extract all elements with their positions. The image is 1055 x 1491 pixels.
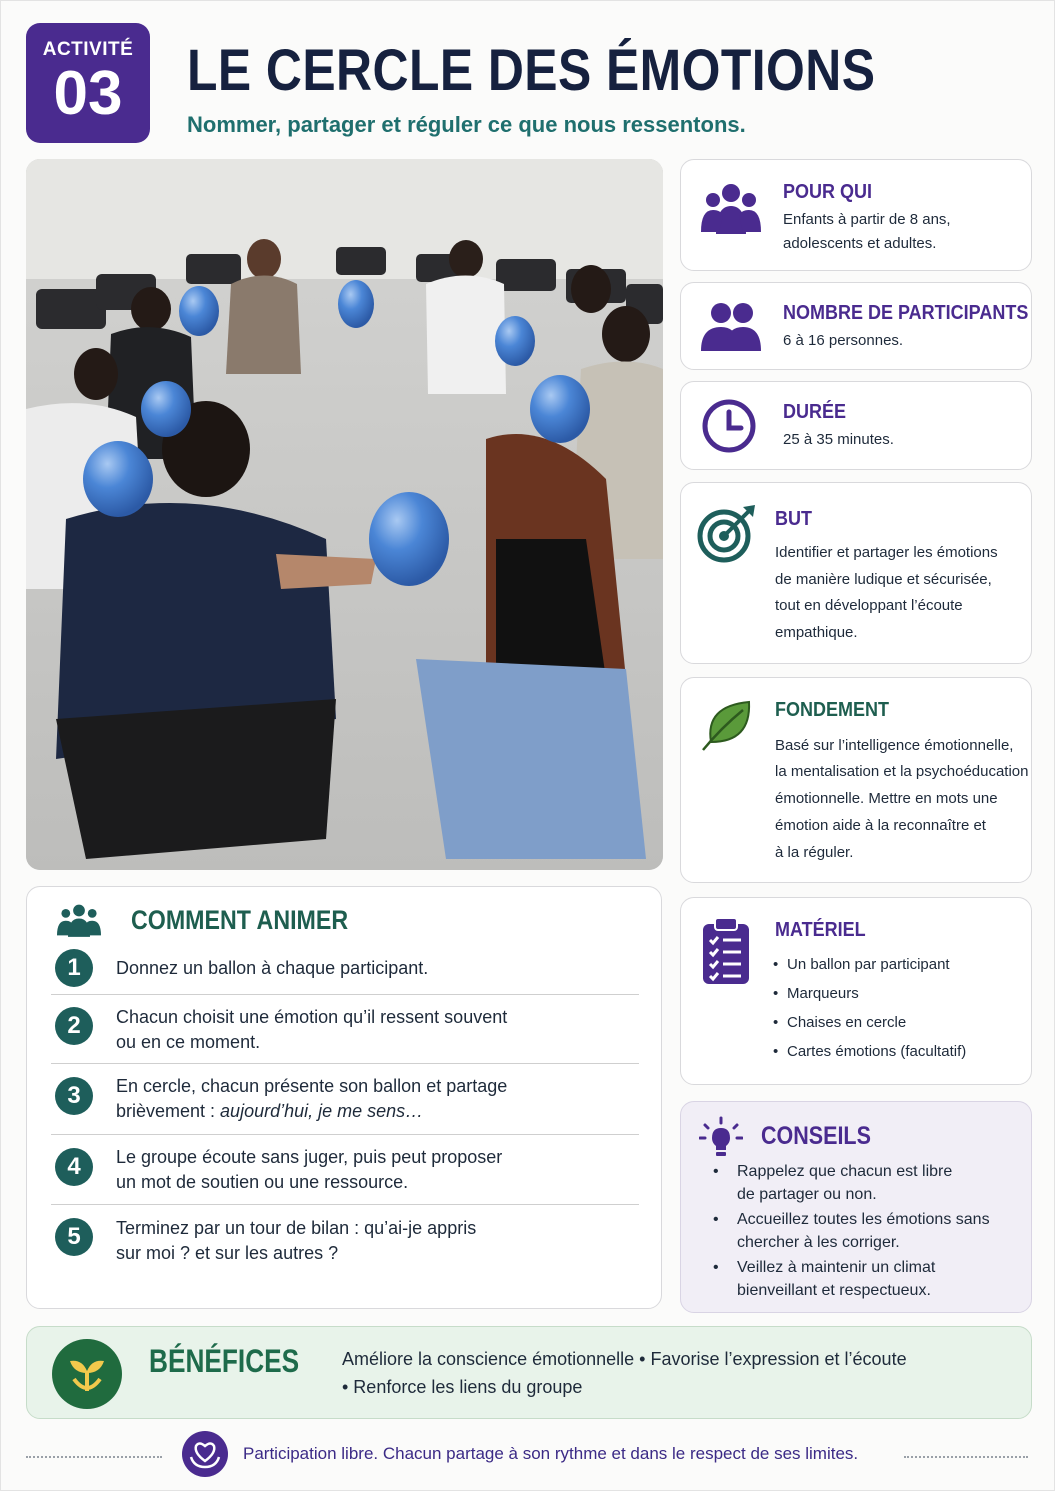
step-number: 5 [55, 1218, 93, 1256]
page-title: LE CERCLE DES ÉMOTIONS [187, 38, 876, 103]
step-text [116, 1005, 616, 1055]
activity-badge [26, 23, 150, 143]
badge-label: ACTIVITÉ [42, 39, 134, 60]
step-text [116, 1145, 616, 1195]
card-conseils [680, 1101, 1032, 1313]
step-number: 3 [55, 1077, 93, 1115]
heart-hands-svg [182, 1431, 228, 1477]
step-text [116, 1074, 616, 1124]
list-item-line: bienveillant et respectueux. [737, 1282, 931, 1299]
list-item: • Marqueurs [773, 979, 966, 1008]
leaf-icon [699, 698, 753, 752]
badge-number: 03 [53, 59, 123, 128]
step-text-line: un mot de soutien ou une ressource. [116, 1172, 409, 1192]
card-but [680, 482, 1032, 664]
list-item-line: Veillez à maintenir un climat [737, 1259, 936, 1276]
card-text-line: Enfants à partir de 8 ans, [783, 211, 951, 228]
divider [51, 994, 639, 995]
photo-illustration [26, 159, 663, 870]
list-item [713, 1256, 1013, 1302]
page-subtitle: Nommer, partager et réguler ce que nous ressentons. [187, 112, 746, 137]
step-text-line: brièvement : [116, 1101, 221, 1121]
list-item-line: Rappelez que chacun est libre [737, 1163, 953, 1180]
card-pour-qui [680, 159, 1032, 271]
step-text-line: Chacun choisit une émotion qu’il ressent souvent [116, 1007, 508, 1027]
activity-photo [26, 159, 663, 870]
step-number: 2 [55, 1007, 93, 1045]
benefices-line: • Renforce les liens du groupe [342, 1377, 583, 1397]
card-text-line: Identifier et partager les émotions [775, 544, 998, 561]
divider [904, 1456, 1028, 1458]
list-item-line: chercher à les corriger. [737, 1234, 900, 1251]
howto-title: COMMENT ANIMER [131, 905, 349, 935]
divider [51, 1063, 639, 1064]
card-fondement [680, 677, 1032, 883]
group-icon [57, 903, 101, 937]
card-title: FONDEMENT [775, 699, 890, 721]
step-text-line: Terminez par un tour de bilan : qu’ai-je appris [116, 1218, 477, 1238]
card-text-line: adolescents et adultes. [783, 235, 937, 252]
divider [51, 1204, 639, 1205]
heart-hands-icon [182, 1431, 228, 1477]
step-text [116, 1216, 616, 1266]
benefices-section [26, 1326, 1032, 1419]
people-icon [701, 301, 761, 351]
card-text-line: émotion aide à la reconnaître et [775, 817, 986, 834]
list-item: • Un ballon par participant [773, 950, 966, 979]
step-text-line: En cercle, chacun présente son ballon et partage [116, 1076, 508, 1096]
card-title: BUT [775, 508, 812, 530]
step-text-line: Le groupe écoute sans juger, puis peut proposer [116, 1147, 503, 1167]
card-text-line: tout en développant l’écoute [775, 597, 963, 614]
card-text-line: empathique. [775, 624, 858, 641]
step-number: 1 [55, 949, 93, 987]
list-item-line: de partager ou non. [737, 1186, 877, 1203]
list-item: • Cartes émotions (facultatif) [773, 1037, 966, 1066]
clipboard-icon [701, 916, 751, 986]
list-item [713, 1208, 1013, 1254]
footer-text: Participation libre. Chacun partage à son rythme et dans le respect de ses limites. [243, 1444, 859, 1463]
list-item [713, 1160, 1013, 1206]
divider [51, 1134, 639, 1135]
step-text-line: sur moi ? et sur les autres ? [116, 1243, 339, 1263]
card-materiel [680, 897, 1032, 1085]
card-title: MATÉRIEL [775, 919, 866, 941]
card-title: NOMBRE DE PARTICIPANTS [783, 302, 1029, 324]
target-icon [697, 503, 757, 563]
card-text-line: Basé sur l’intelligence émotionnelle, [775, 737, 1014, 754]
howto-section [26, 886, 662, 1309]
card-title: DURÉE [783, 401, 847, 423]
divider [26, 1456, 162, 1458]
card-text-line: à la réguler. [775, 844, 854, 861]
card-participants [680, 282, 1032, 370]
card-text: 6 à 16 personnes. [783, 332, 904, 349]
lightbulb-icon [699, 1116, 743, 1160]
step-text-line: ou en ce moment. [116, 1032, 261, 1052]
sprout-icon [52, 1339, 122, 1409]
card-text-line: la mentalisation et la psychoéducation [775, 763, 1029, 780]
group-icon [701, 182, 761, 234]
conseils-list [713, 1160, 1013, 1304]
card-duree [680, 381, 1032, 470]
card-text: 25 à 35 minutes. [783, 431, 894, 448]
card-text-line: émotionnelle. Mettre en mots une [775, 790, 998, 807]
benefices-line: Améliore la conscience émotionnelle • Favorise l’expression et l’écoute [342, 1349, 907, 1369]
list-item: • Chaises en cercle [773, 1008, 966, 1037]
card-text-line: de manière ludique et sécurisée, [775, 571, 992, 588]
conseils-title: CONSEILS [761, 1122, 871, 1150]
clock-icon [701, 398, 757, 454]
benefices-title: BÉNÉFICES [149, 1343, 300, 1379]
step-text-italic: aujourd’hui, je me sens… [220, 1101, 424, 1121]
step-text: Donnez un ballon à chaque participant. [116, 958, 429, 978]
card-title: POUR QUI [783, 181, 873, 203]
sprout-icon-svg [52, 1339, 122, 1409]
step-number: 4 [55, 1148, 93, 1186]
list-item-line: Accueillez toutes les émotions sans [737, 1211, 990, 1228]
materiel-list [773, 950, 966, 1066]
